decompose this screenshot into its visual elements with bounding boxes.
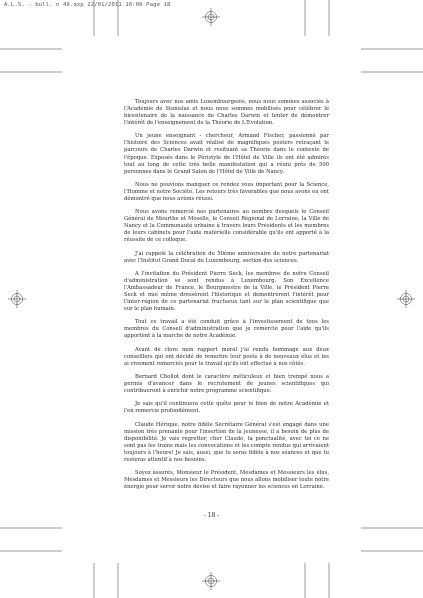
paragraph: Nous avons remercié nos partenaires au nombre desquels le Conseil Général de Meurthe et Moselle, le Conseil Régional de Lorraine, la Ville de Nancy et la Communauté urbaine à travers leurs Présidents et les membres de leurs cabinets pour l'aide matérielle considérable qu'ils ont apporté à la réussite de ce colloque.: [124, 209, 329, 244]
paragraph: Bernard Chollot dont le caractère méticuleux et bien trempé nous a permis d'avancer dans le recrutement de jeunes scientifiques qui contribueront à enrichir notre programme scientifique.: [124, 374, 329, 395]
paragraph: Un jeune enseignant - chercheur, Armand Fischer, passionné par l'histoire des Sciences avait réalisé de magnifiques posters retraçant le parcours de Charles Darwin et resituant sa Théorie dans le contexte de l'époque. Exposés dans le Péristyle de l'Hôtel de Ville ils ont été admirés tout au long de cette très belle manifestation qui a réuni près de 500 personnes dans le Grand Salon de l'Hôtel de Ville de Nancy.: [124, 133, 329, 175]
paragraph: Avant de clore mon rapport moral j'ai rendu hommage aux deux conseillers qui ont décidé de remettre leur poste à de nouveaux élus et les ai vivement remerciés pour le travail qu'ils ont effectué à nos côtés.: [124, 346, 329, 367]
registration-mark-top: [202, 8, 220, 26]
paragraph: Soyez assurés, Monsieur le Président, Mesdames et Messieurs les élus, Mesdames et Messieurs les Directeurs que nous allons mobiliser toute notre énergie pour servir notre devise et faire rayonner les sciences en Lorraine.: [124, 470, 329, 491]
paragraph: Tout ce travail a été conduit grâce à l'investissement de tous les membres du Conseil d'administration que je remercie pour l'aide qu'ils apportent à la marche de notre Académie.: [124, 319, 329, 340]
paragraph: A l'invitation du Président Pierre Seck, les membres de notre Conseil d'administration se sont rendus à Luxembourg. Son Excellence l'Ambassadeur de France, le Bourgmestre de la Ville, le Président Pierre Seck et moi même dressèrent l'historique et démontrèrent l'intérêt pour l'inter-région de ce partenariat fructueux tant sur le plan scientifique que sur le plan humain.: [124, 270, 329, 313]
paragraph: Toujours avec nos amis Luxembourgeois, nous nous sommes associés à l'Académie de Stanislas et nous nous sommes mobilisés pour célébrer le bicentenaire de la naissance de Charles Darwin et tenter de démontrer l'intérêt de l'enseignement de la Théorie de L'Evolution.: [124, 99, 329, 127]
registration-mark-left: [8, 290, 26, 308]
registration-mark-right: [397, 290, 415, 308]
print-slug-line: A.L.S. - bull. n 49.qxp 22/01/2011 16:06 Page 18: [4, 2, 171, 8]
page-number: - 18 -: [203, 512, 220, 519]
paragraph: Je sais qu'il continuera cette quête pour le bien de notre Académie et l'en remercie profondément.: [124, 401, 329, 415]
body-text-column: [124, 99, 329, 497]
registration-mark-bottom: [202, 572, 220, 590]
paragraph: Nous ne pouvions manquer ce rendez vous important pour la Science, l'Homme et notre Société. Les retours très favorables que nous avons eu ont démontré que nous avions réussi.: [124, 181, 329, 202]
paragraph: Claude Hérique, notre fidèle Secrétaire Général s'est engagé dans une mission très prenante pour l'insertion de la jeunesse, il a besoin de plus de disponibilité. Je vais regretter, cher Claude, ta ponctualité, avec toi ce ne sont pas les trains mais les convocations et les compte rendus qui arrivaient toujours à l'heure! Je sais, aussi, que tu seras fidèle à nos séances et que tu resteras attentif à nos besoins.: [124, 421, 329, 463]
paragraph: J'ai rappelé la célébration du 50ème anniversaire de notre partenariat avec l'Institut Grand Ducal de Luxembourg, section des sciences.: [124, 250, 329, 264]
